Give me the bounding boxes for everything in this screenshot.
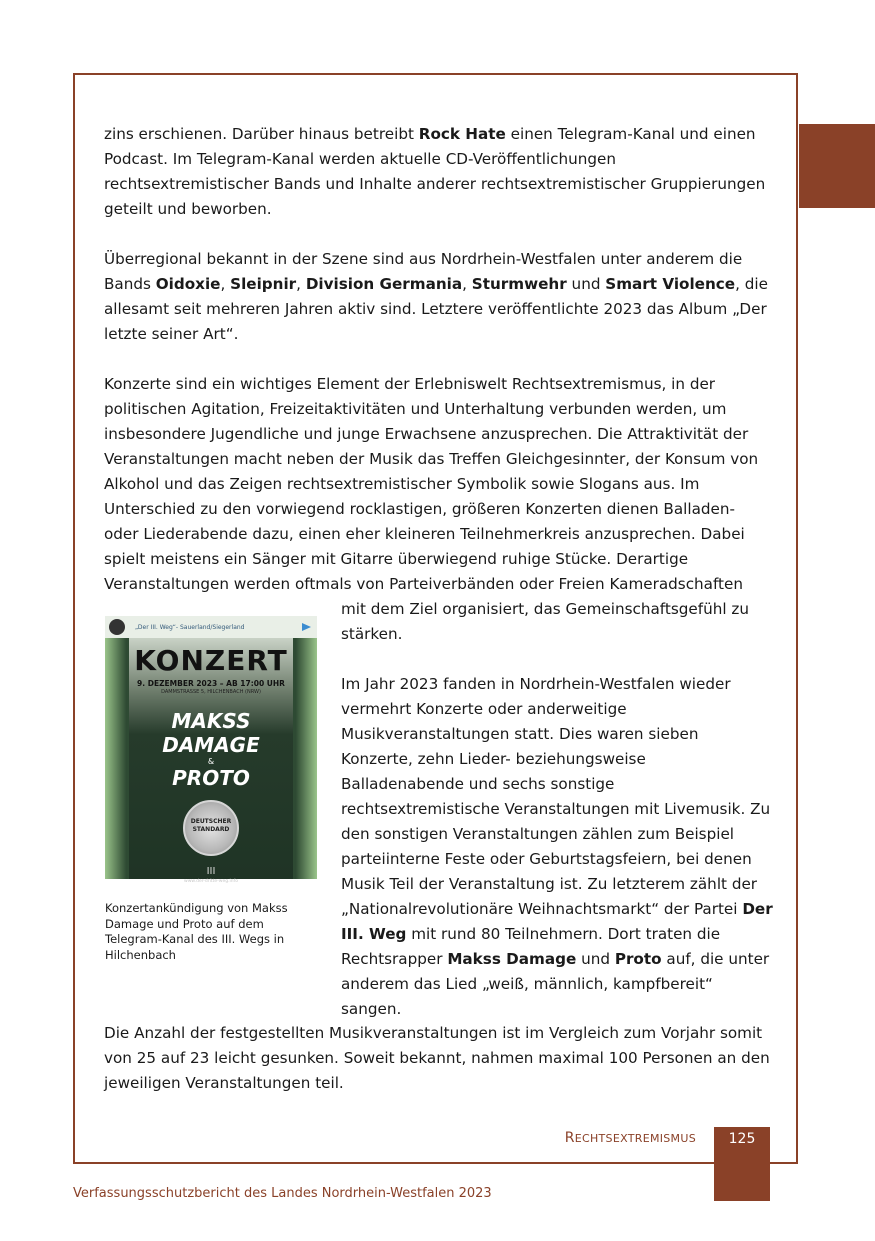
telegram-icon [302,623,311,631]
text-run: mit rund 80 Teilnehmern. Dort traten die Rechtsrapper [341,925,721,968]
poster-channel-name: „Der III. Weg“- Sauerland/Siegerland [135,623,245,631]
text-run: zins erschienen. Darüber hinaus betreibt [104,125,419,143]
paragraph-konzerte-continued [341,597,773,647]
bold-term: Division Germania [305,275,463,293]
bold-term: Rock Hate [418,125,506,143]
bold-term: Oidoxie [155,275,221,293]
paragraph-konzerte [104,372,770,597]
paragraph-anzahl [104,1021,770,1096]
running-head-initial: R [564,1130,575,1146]
paragraph-rock-hate [104,122,770,222]
page-number-box [714,1127,770,1201]
text-run: Konzerte sind ein wichtiges Element der Erlebniswelt Rechtsextremismus, in der politischen Agitation, Freizeitaktivitäten und Unterhaltung verbunden werden, um insbesondere Jugendliche und junge Erwachsene anzusprechen. Die Attraktivität der Veranstaltungen macht neben der Musik das Treffen Gleichgesinnter, der Konsum von Alkohol und das Zeigen rechtsextremistischer Symbolik sowie Slogans aus. Im Unterschied zu den vorwiegend rocklastigen, größeren Konzerten dienen Balladen- oder Liederabende dazu, einen eher kleineren Teilnehmerkreis anzusprechen. Dabei spielt meistens ein Sänger mit Gitarre überwiegend ruhige Stücke. Derartige Veranstaltungen werden oftmals von Parteiverbänden oder Freien Kameradschaften [104,375,759,593]
paragraph-bands [104,247,770,347]
bold-term: Proto [614,950,662,968]
poster-party-mark: III [206,866,216,877]
text-run: , [220,275,231,293]
footer-title: Verfassungsschutzbericht des Landes Nordrhein-Westfalen 2023 [73,1186,492,1201]
poster-telegram-header [105,616,317,638]
text-run: mit dem Ziel organisiert, das Gemeinschaftsgefühl zu stärken. [341,600,749,643]
text-run: einen Telegram-Kanal und einen Podcast. Im Telegram-Kanal werden aktuelle CD-Veröffentlichungen rechtsextremistischer Bands und Inhalte anderer rechtsextremistischer Gruppierungen geteilt und beworben. [104,125,766,218]
running-head-rest: ECHTSEXTREMISMUS [574,1132,696,1145]
poster-url: www.der-dritte-weg.info [184,879,238,884]
poster-artist-makss-damage: MAKSS DAMAGE [162,709,260,757]
paragraph-jahr-2023 [341,672,773,1022]
poster-address: DAMMSTRASSE 5, HILCHENBACH (NRW) [161,689,261,695]
poster-artist-proto: PROTO [172,766,250,790]
text-run: und [576,950,615,968]
poster-date: 9. DEZEMBER 2023 – AB 17:00 UHR [137,679,285,688]
text-run: , [296,275,306,293]
bold-term: Sturmwehr [471,275,567,293]
text-run: Im Jahr 2023 fanden in Nordrhein-Westfalen wieder vermehrt Konzerte oder anderweitige Musikveranstaltungen statt. Dies waren sieben Konzerte, zehn Lieder- beziehungsweise Balladenabende und sechs sonstige rechtsextremistische Veranstaltungen mit Livemusik. Zu den sonstigen Veranstaltungen zählen zum Beispiel parteiinterne Feste oder Geburtstagsfeiern, bei denen Musik Teil der Veranstaltung ist. Zu letzterem zählt der „Nationalrevolutionäre Weihnachtsmarkt“ der Partei [341,675,771,918]
concert-poster-image [105,616,317,884]
poster-flyer [129,638,293,884]
poster-seal-icon: DEUTSCHER STANDARD [183,800,239,856]
text-run: und [566,275,606,293]
poster-headline: KONZERT [134,644,288,677]
text-run: , die allesamt seit mehreren Jahren aktiv sind. Letztere veröffentlichte 2023 das Album „Der letzte seiner Art“. [104,275,768,343]
poster-ampersand: & [207,757,215,766]
image-caption: Konzertankündigung von Makss Damage und Proto auf dem Telegram-Kanal des III. Wegs in Hilchenbach [105,901,288,962]
page-number: 125 [728,1131,756,1147]
text-run: Überregional bekannt in der Szene sind aus Nordrhein-Westfalen unter anderem die Bands [104,250,743,293]
bold-term: Der III. Weg [341,900,773,943]
bold-term: Sleipnir [230,275,297,293]
channel-avatar-icon [109,619,125,635]
side-tab-marker [799,124,875,208]
bold-term: Makss Damage [447,950,577,968]
text-run: , [462,275,472,293]
text-run: auf, die unter anderem das Lied „weiß, männlich, kampfbereit“ sangen. [341,950,770,1018]
running-head [520,1130,696,1146]
text-run: Die Anzahl der festgestellten Musikveranstaltungen ist im Vergleich zum Vorjahr somit von 25 auf 23 leicht gesunken. Soweit bekannt, nahmen maximal 100 Personen an den jeweiligen Veranstaltungen teil. [104,1024,770,1092]
bold-term: Smart Violence [605,275,736,293]
